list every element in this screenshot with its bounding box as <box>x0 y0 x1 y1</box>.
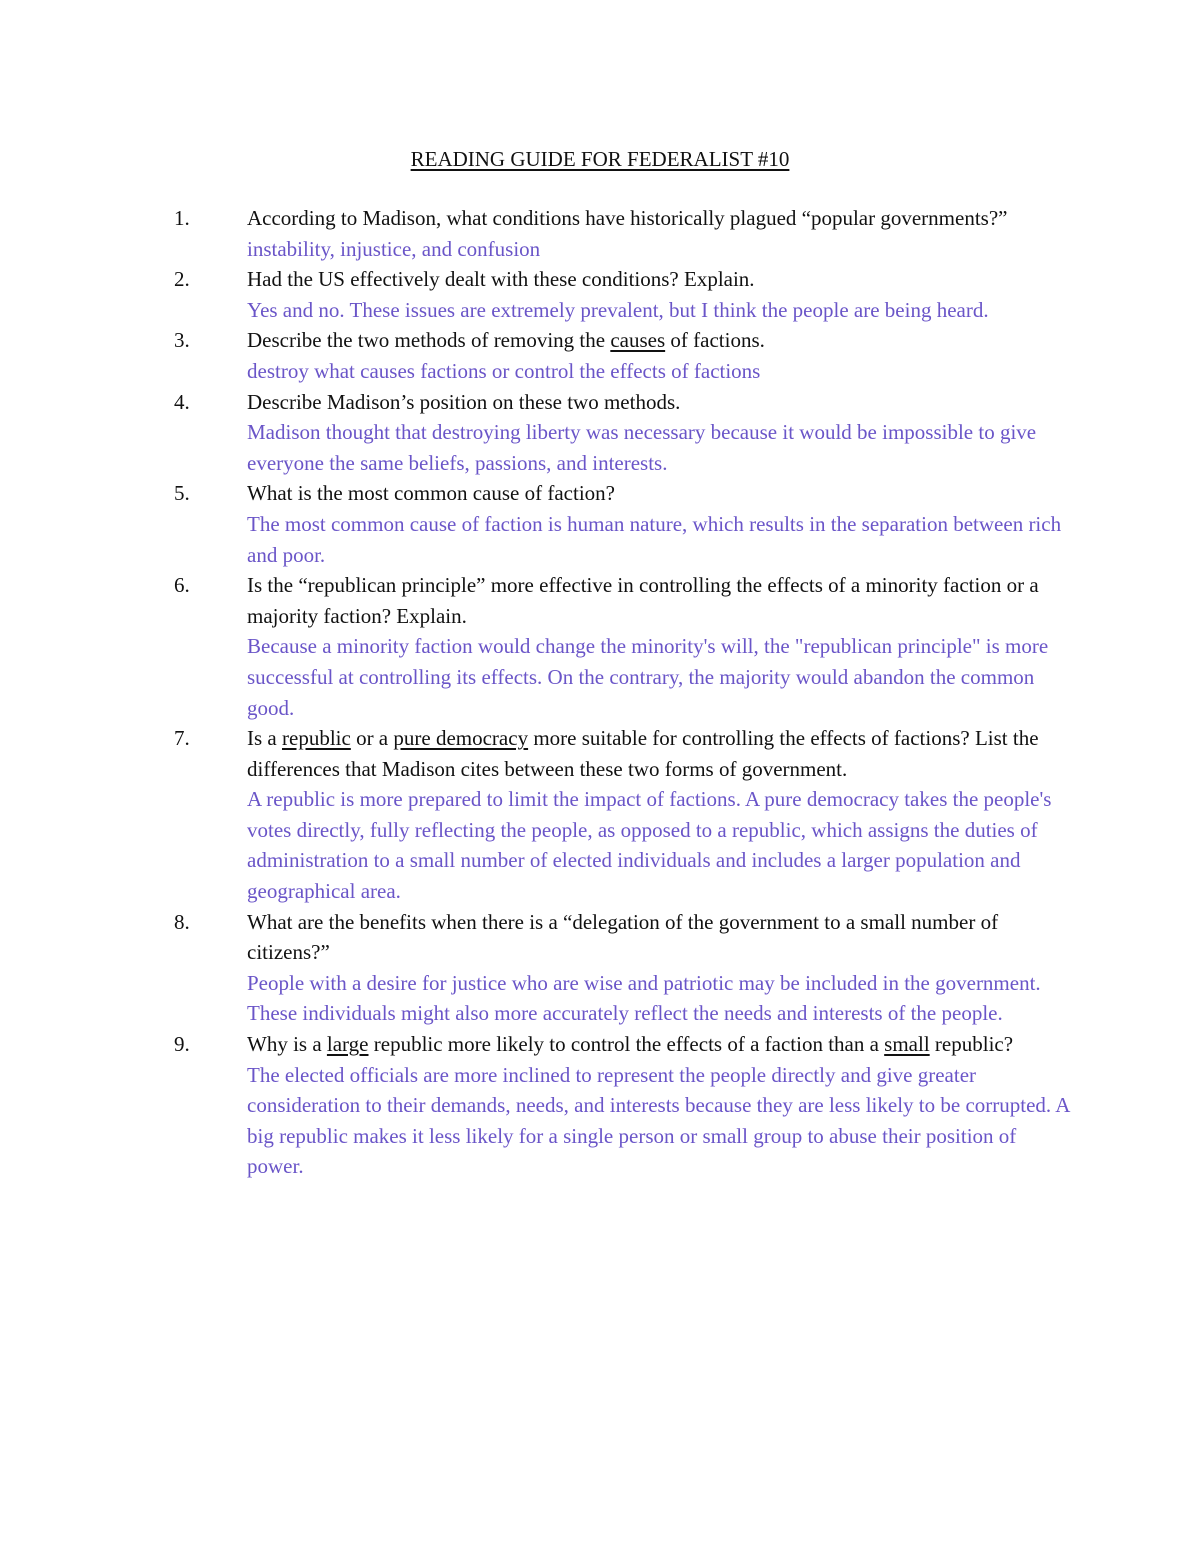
question-item-3 <box>174 325 1074 386</box>
question-text: Is a republic or a pure democracy more suitable for controlling the effects of factions? List the differences that Madison cites between these two forms of government. <box>247 726 1039 781</box>
answer-text: Because a minority faction would change the minority's will, the "republican principle" is more successful at controlling its effects. On the contrary, the majority would abandon the common good. <box>247 634 1049 720</box>
question-text: Describe Madison’s position on these two methods. <box>247 389 681 414</box>
question-item-9 <box>174 1029 1074 1182</box>
question-text: What are the benefits when there is a “delegation of the government to a small number of citizens?” <box>247 909 999 965</box>
answer-text: instability, injustice, and confusion <box>247 236 541 261</box>
question-item-6 <box>174 570 1074 723</box>
question-item-2 <box>174 264 1074 325</box>
question-text: Describe the two methods of removing the causes of factions. <box>247 328 765 353</box>
question-item-1 <box>174 203 1074 264</box>
question-item-4 <box>174 387 1074 479</box>
underlined-term: causes <box>610 328 666 353</box>
answer-text: A republic is more prepared to limit the impact of factions. A pure democracy takes the people's votes directly, fully reflecting the people, as opposed to a republic, which assigns the duties of administration to a small number of elected individuals and includes a larger population and geographical area. <box>247 787 1052 904</box>
answer-text: The most common cause of faction is human nature, which results in the separation between rich and poor. <box>247 511 1062 567</box>
answer-text: The elected officials are more inclined to represent the people directly and give greater consideration to their demands, needs, and interests because they are less likely to be corrupted. A big republic makes it less likely for a single person or small group to abuse their position of power. <box>247 1062 1070 1179</box>
question-number: 7. <box>174 726 190 751</box>
question-item-8 <box>174 907 1074 1029</box>
question-number: 9. <box>174 1032 190 1057</box>
underlined-term: small <box>884 1032 930 1057</box>
question-list <box>174 203 1074 1182</box>
answer-text: destroy what causes factions or control the effects of factions <box>247 358 761 383</box>
question-number: 6. <box>174 573 190 598</box>
underlined-term: republic <box>282 726 351 751</box>
question-number: 3. <box>174 328 190 353</box>
question-number: 4. <box>174 389 190 414</box>
underlined-term: pure democracy <box>393 726 529 751</box>
answer-text: People with a desire for justice who are wise and patriotic may be included in the government. These individuals might also more accurately reflect the needs and interests of the people. <box>247 970 1041 1026</box>
question-text: What is the most common cause of faction? <box>247 481 615 506</box>
question-text: Had the US effectively dealt with these conditions? Explain. <box>247 267 755 292</box>
answer-text: Madison thought that destroying liberty was necessary because it would be impossible to give everyone the same beliefs, passions, and interests. <box>247 420 1037 475</box>
question-number: 1. <box>174 206 190 230</box>
question-item-7 <box>174 723 1074 907</box>
question-text: Why is a large republic more likely to control the effects of a faction than a small republic? <box>247 1032 1014 1057</box>
question-number: 5. <box>174 481 190 506</box>
question-text: Is the “republican principle” more effective in controlling the effects of a minority faction or a majority faction? Explain. <box>247 573 1039 628</box>
document-title: READING GUIDE FOR FEDERALIST #10 <box>410 147 790 171</box>
question-text: According to Madison, what conditions have historically plagued “popular governments?” <box>247 206 1008 230</box>
question-item-5 <box>174 478 1074 570</box>
question-number: 8. <box>174 909 190 934</box>
answer-text: Yes and no. These issues are extremely prevalent, but I think the people are being heard. <box>247 297 989 322</box>
question-number: 2. <box>174 267 190 292</box>
underlined-term: large <box>326 1032 369 1057</box>
